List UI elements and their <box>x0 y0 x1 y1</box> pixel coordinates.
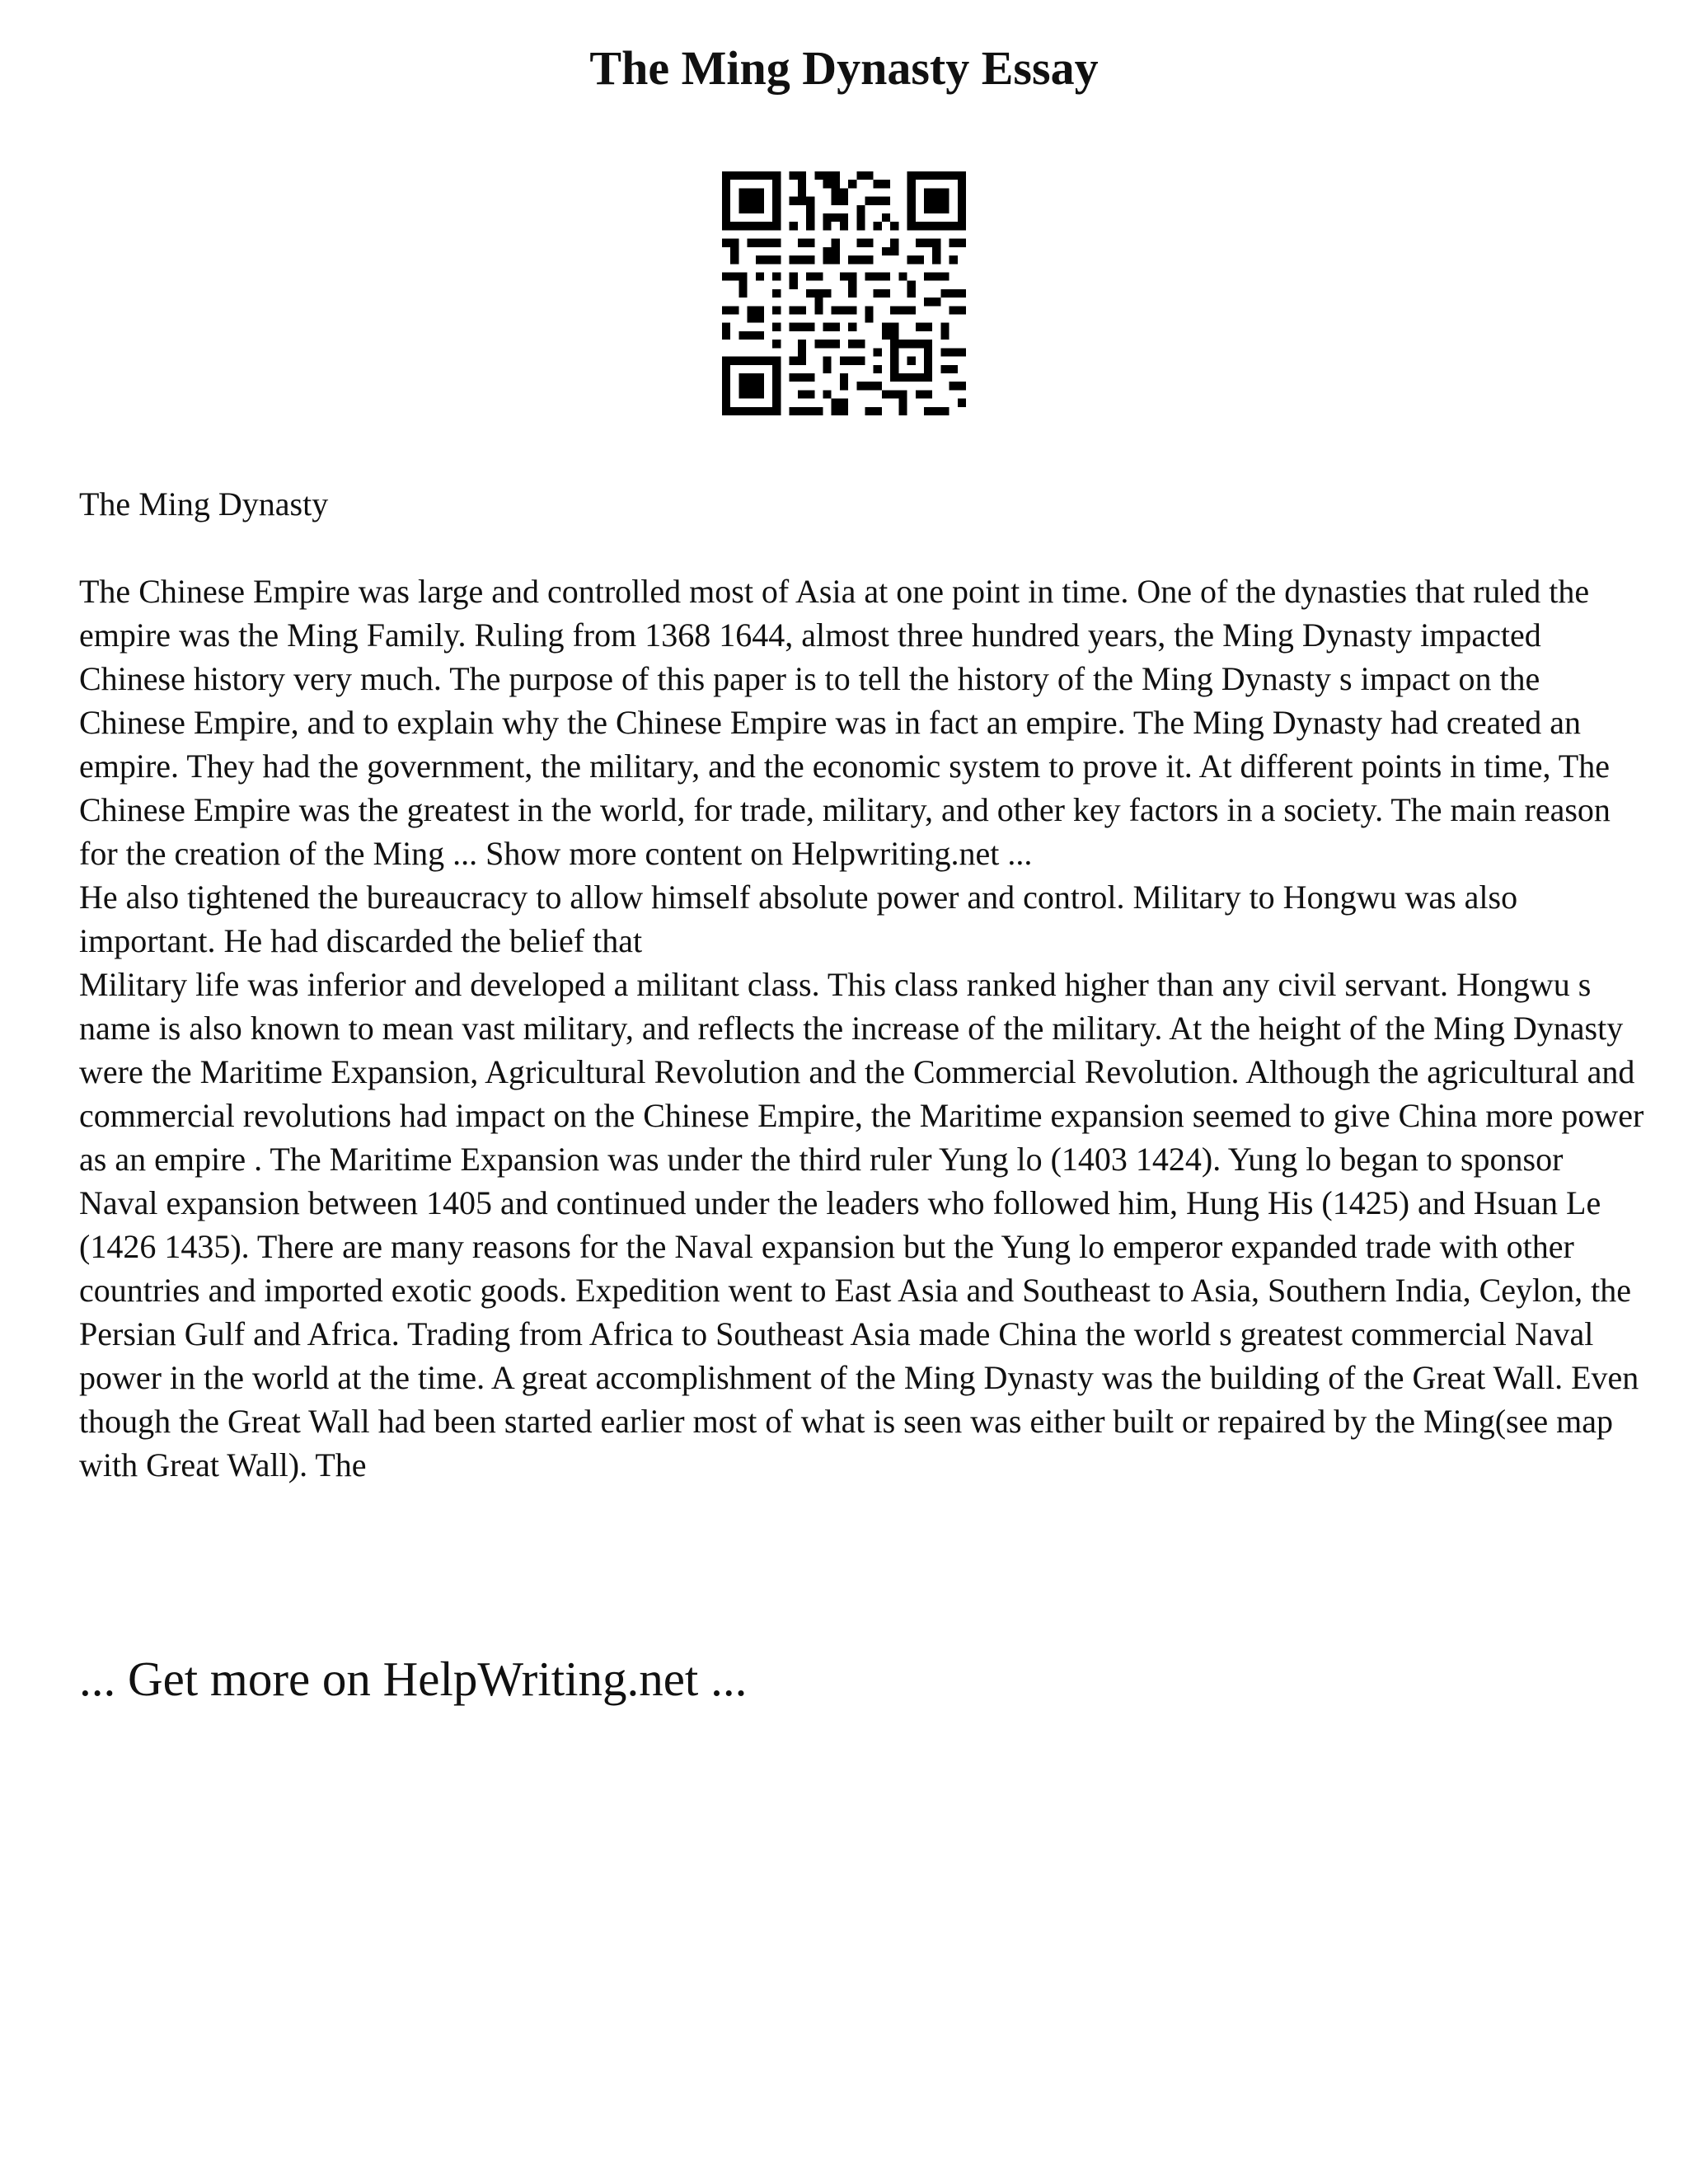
qr-code <box>722 171 966 415</box>
get-more-link[interactable]: ... Get more on HelpWriting.net ... <box>79 1652 748 1706</box>
essay-paragraph-1: The Chinese Empire was large and controlled most of Asia at one point in time. One of the dynasties that ruled the empire was the Ming Family. Ruling from 1368 1644, almost three hundred years, the Ming Dynasty impacted Chinese history very much. The purpose of this paper is to tell the history of the Ming Dynasty s impact on the Chinese Empire, and to explain why the Chinese Empire was in fact an empire. The Ming Dynasty had created an empire. They had the government, the military, and the economic system to prove it. At different points in time, The Chinese Empire was the greatest in the world, for trade, military, and other key factors in a society. The main reason for the creation of the Ming ... Show more content on Helpwriting.net ... <box>79 573 1611 872</box>
page-title: The Ming Dynasty Essay <box>589 41 1099 95</box>
qr-code-graphic <box>722 171 966 415</box>
essay-paragraph-3: Military life was inferior and developed a militant class. This class ranked higher than any civil servant. Hongwu s name is also known to mean vast military, and reflects the increase of the military. At the height of the Ming Dynasty were the Maritime Expansion, Agricultural Revolution and the Commercial Revolution. Although the agricultural and commercial revolutions had impact on the Chinese Empire, the Maritime expansion seemed to give China more power as an empire . The Maritime Expansion was under the third ruler Yung lo (1403 1424). Yung lo began to sponsor Naval expansion between 1405 and continued under the leaders who followed him, Hung His (1425) and Hsuan Le (1426 1435). There are many reasons for the Naval expansion but the Yung lo emperor expanded trade with other countries and imported exotic goods. Expedition went to East Asia and Southeast to Asia, Southern India, Ceylon, the Persian Gulf and Africa. Trading from Africa to Southeast Asia made China the world s greatest commercial Naval power in the world at the time. A great accomplishment of the Ming Dynasty was the building of the Great Wall. Even though the Great Wall had been started earlier most of what is seen was either built or repaired by the Ming(see map with Great Wall). The <box>79 966 1644 1483</box>
essay-subtitle: The Ming Dynasty <box>79 485 329 523</box>
essay-paragraph-2: He also tightened the bureaucracy to allow himself absolute power and control. Military to Hongwu was also important. He had discarded the belief that <box>79 879 1518 959</box>
essay-body <box>79 482 1645 1487</box>
